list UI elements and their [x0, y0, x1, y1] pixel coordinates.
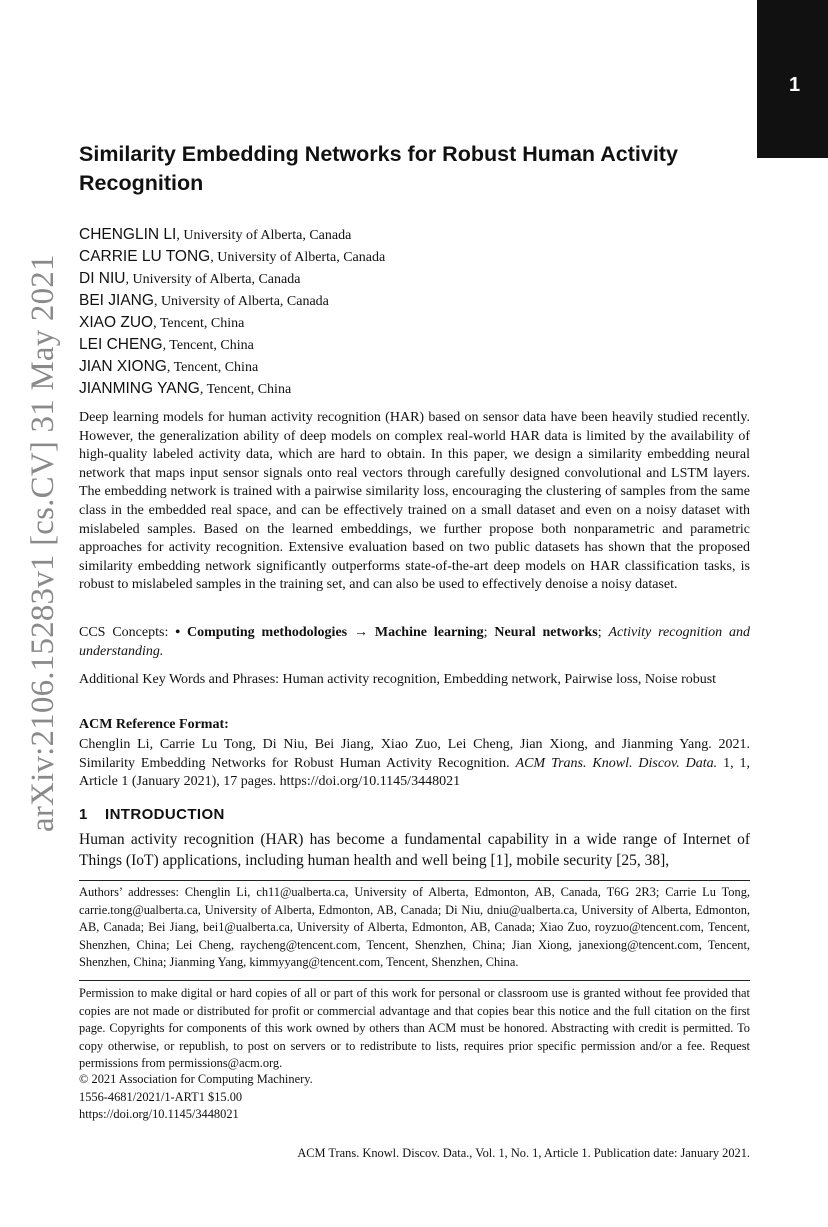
ccs-separator: ; [597, 625, 609, 640]
reference-text: 1, 1, Article 1 (January 2021), 17 pages. https://doi.org/10.1145/3448021 [79, 755, 750, 790]
author-entry [79, 290, 385, 312]
ccs-concept: Computing methodologies → Machine learning [187, 625, 484, 640]
author-affiliation: , Tencent, China [162, 338, 254, 353]
author-name: XIAO ZUO [79, 314, 154, 331]
ccs-end: . [159, 643, 164, 659]
author-list [79, 224, 385, 400]
reference-venue: ACM Trans. Knowl. Discov. Data. [515, 755, 718, 771]
permission-divider [79, 980, 750, 981]
publication-meta [79, 1071, 313, 1124]
author-name: LEI CHENG [79, 336, 163, 353]
section-number: 1 [79, 806, 88, 823]
page-number: 1 [789, 74, 801, 96]
author-entry [79, 334, 385, 356]
ccs-concepts [79, 624, 750, 661]
author-entry [79, 356, 385, 378]
ccs-separator: ; [483, 625, 495, 640]
issn-line: 1556-4681/2021/1-ART1 $15.00 [79, 1089, 243, 1104]
permission-notice: Permission to make digital or hard copies of all or part of this work for personal or classroom use is granted without fee provided that copies are not made or distributed for profit or commercial advantage and that copies bear this notice and the full citation on the first page. Copyrights for components of this work owned by others than ACM must be honored. Abstracting with credit is permitted. To copy otherwise, or republish, to post on servers or to redistribute to lists, requires prior specific permission and/or a fee. Request permissions from permissions@acm.org. [79, 986, 750, 1070]
paper-title: Similarity Embedding Networks for Robust Human Activity Recognition [79, 142, 678, 195]
author-entry [79, 378, 385, 400]
ccs-concept: Activity recognition and understanding [79, 625, 750, 659]
author-affiliation: , Tencent, China [153, 316, 245, 331]
copyright-line: © 2021 Association for Computing Machinery. [79, 1072, 313, 1086]
page-footer: ACM Trans. Knowl. Discov. Data., Vol. 1, No. 1, Article 1. Publication date: January 2021. [297, 1146, 750, 1160]
author-affiliation: , Tencent, China [166, 360, 259, 375]
author-affiliation: , University of Alberta, Canada [176, 228, 352, 243]
ccs-prefix: CCS Concepts: [79, 625, 176, 640]
doi-line: https://doi.org/10.1145/3448021 [79, 1107, 239, 1121]
author-affiliation: , University of Alberta, Canada [125, 272, 301, 287]
reference-text: Chenglin Li, Carrie Lu Tong, Di Niu, Bei Jiang, Xiao Zuo, Lei Cheng, Jian Xiong, and Jianming Yang. 2021. Similarity Embedding Networks for Robust Human Activity Recognition. [79, 737, 750, 771]
author-entry [79, 246, 385, 268]
section-heading [79, 806, 225, 823]
author-name: CHENGLIN LI [79, 226, 177, 243]
author-affiliation: , University of Alberta, Canada [153, 294, 329, 309]
abstract: Deep learning models for human activity recognition (HAR) based on sensor data have been heavily studied recently. However, the generalization ability of deep models on complex real-world HAR data is limited by the availability of high-quality labeled activity data, which are hard to obtain. In this paper, we design a similarity embedding neural network that maps input sensor signals onto real vectors through carefully designed convolutional and LSTM layers. The embedding network is trained with a pairwise similarity loss, encouraging the clustering of samples from the same class in the embedded real space, and can be effectively trained on a small dataset and even on a noisy dataset with mislabeled samples. Based on the learned embeddings, we further propose both nonparametric and parametric approaches for activity recognition. Extensive evaluation based on two public datasets has shown that the proposed similarity embedding network significantly outperforms state-of-the-art deep models on HAR classification tasks, is robust to mislabeled samples in the training set, and can also be used to effectively denoise a noisy dataset. [79, 410, 750, 593]
reference-format [79, 736, 750, 792]
authors-addresses: Authors’ addresses: Chenglin Li, ch11@ualberta.ca, University of Alberta, Edmonton, AB, Canada, T6G 2R3; Carrie Lu Tong, carrie.tong@ualberta.ca, University of Alberta, Edmonton, AB, Canada; Di Niu, dniu@ualberta.ca, University of Alberta, Edmonton, AB, Canada; Bei Jiang, bei1@ualberta.ca, University of Alberta, Edmonton, AB, Canada; Xiao Zuo, royzuo@tencent.com, Tencent, Shenzhen, China; Lei Cheng, raycheng@tencent.com, Tencent, Shenzhen, China; Jian Xiong, janexiong@tencent.com, Tencent, Shenzhen, China; Jianming Yang, kimmyyang@tencent.com, Tencent, Shenzhen, China. [79, 885, 750, 969]
section-title: INTRODUCTION [105, 806, 225, 823]
author-name: CARRIE LU TONG [79, 248, 211, 265]
reference-heading: ACM Reference Format: [79, 717, 229, 732]
footnote-divider [79, 880, 750, 881]
introduction-text: Human activity recognition (HAR) has become a fundamental capability in a wide range of Internet of Things (IoT) applications, including human health and well being [1], mobile security [25, 38], [79, 831, 750, 869]
arxiv-stamp: arXiv:2106.15283v1 [cs.CV] 31 May 2021 [25, 254, 61, 832]
author-name: JIAN XIONG [79, 358, 167, 375]
ccs-concept: Neural networks [494, 625, 598, 640]
author-affiliation: , University of Alberta, Canada [210, 250, 386, 265]
ccs-bullet: • [175, 625, 187, 640]
author-entry [79, 224, 385, 246]
page-number-tab [757, 0, 828, 158]
author-name: JIANMING YANG [79, 380, 200, 397]
author-entry [79, 268, 385, 290]
author-name: DI NIU [79, 270, 126, 287]
author-name: BEI JIANG [79, 292, 154, 309]
author-affiliation: , Tencent, China [199, 382, 292, 397]
author-entry [79, 312, 385, 334]
keywords: Additional Key Words and Phrases: Human activity recognition, Embedding network, Pairwise loss, Noise robust [79, 672, 717, 687]
